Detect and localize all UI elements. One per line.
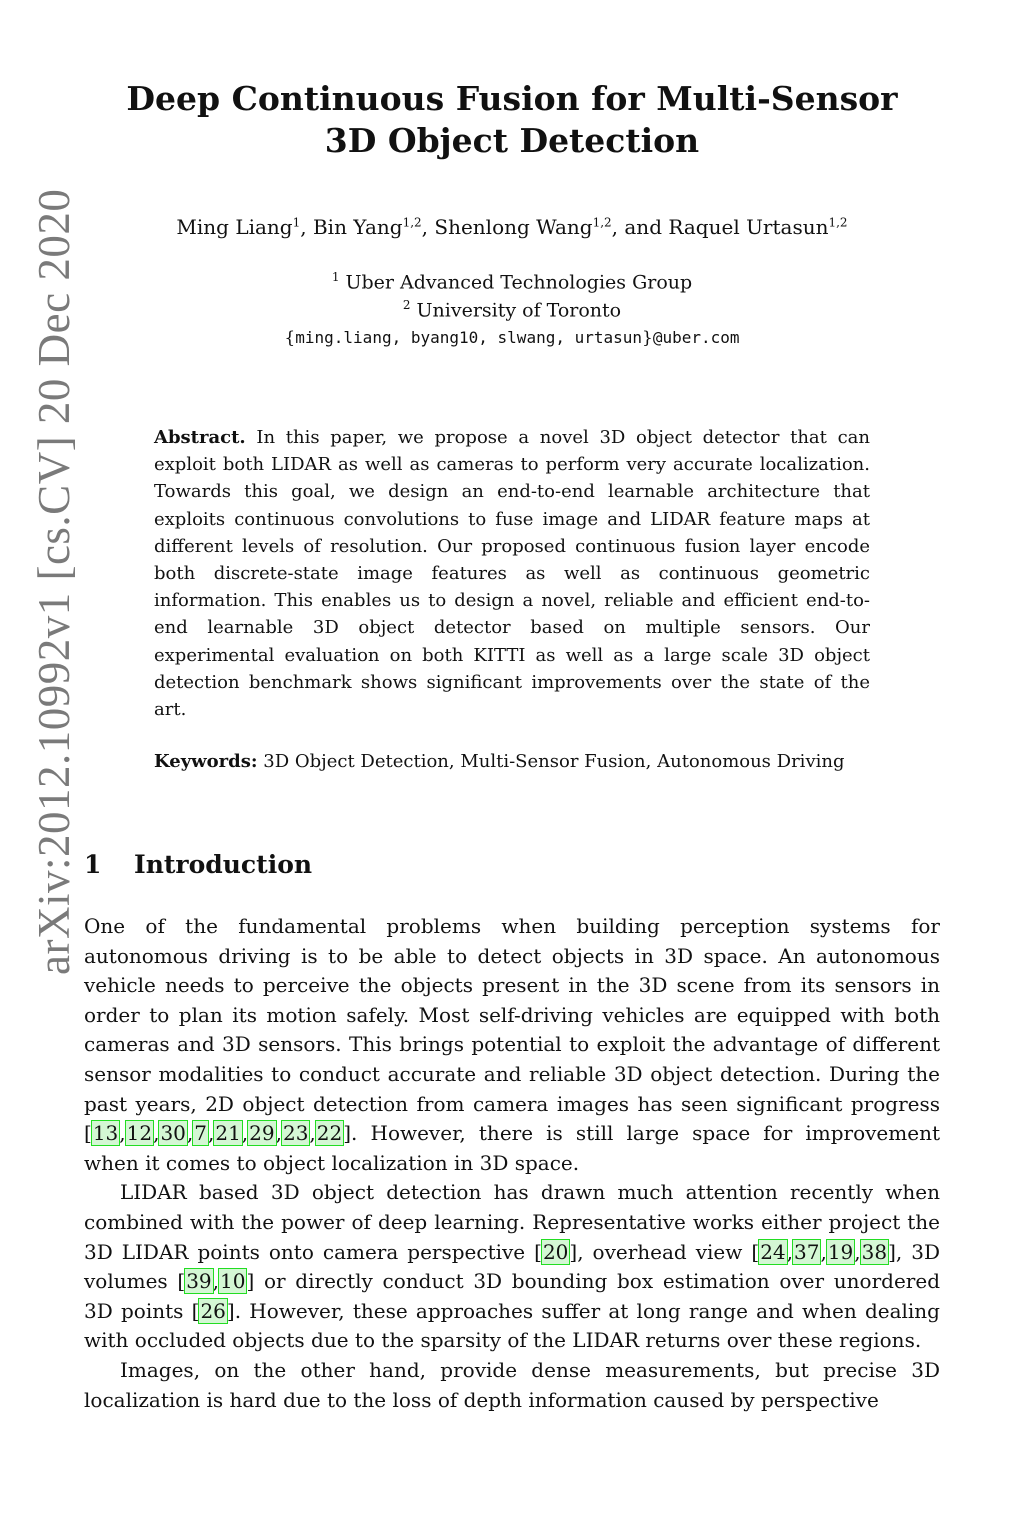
author-affiliation: 1,2: [828, 215, 848, 230]
author-affiliation: 1,2: [592, 215, 612, 230]
author-separator: , and: [611, 215, 669, 239]
citation-separator: ,: [212, 1269, 220, 1294]
citation-link[interactable]: 23: [282, 1121, 309, 1146]
citation-link[interactable]: 37: [794, 1239, 820, 1264]
author-emails: [100, 328, 924, 348]
citation-link[interactable]: 10: [220, 1269, 246, 1294]
affiliation-name: University of Toronto: [416, 299, 622, 322]
citation-separator: ,: [241, 1121, 249, 1146]
paper-title: Deep Continuous Fusion for Multi-Sensor 3D Object Detection: [126, 79, 898, 160]
author-separator: ,: [421, 215, 435, 239]
abstract-label: Abstract.: [154, 427, 246, 448]
paragraph: [84, 1356, 940, 1415]
citation-link[interactable]: 7: [194, 1121, 207, 1146]
citation-link[interactable]: 24: [760, 1239, 786, 1264]
abstract: [154, 424, 870, 723]
citation-group: [199, 1299, 226, 1323]
citation-group: [92, 1121, 343, 1145]
citation-link[interactable]: 39: [186, 1269, 212, 1294]
citation-link[interactable]: 26: [200, 1298, 226, 1323]
email-names: ming.liang, byang10, slwang, urtasun: [295, 328, 643, 347]
abstract-text: In this paper, we propose a novel 3D object detector that can exploit both LIDAR as well as cameras to perform very accurate localization. Towards this goal, we design an end-to-end learnable architecture that exploits continuous convolutions to fuse image and LIDAR feature maps at different levels of resolution. Our proposed continuous fusion layer encode both discrete-state image features as well as continuous geometric information. This enables us to design a novel, reliable and efficient end-to-end learnable 3D object detector based on multiple sensors. Our experimental evaluation on both KITTI as well as a large scale 3D object detection benchmark shows significant improvements over the state of the art.: [154, 427, 870, 721]
section-number: 1: [84, 850, 102, 879]
author-name: Shenlong Wang: [434, 215, 593, 239]
author-affiliation: 1,2: [402, 215, 422, 230]
paragraph-text: One of the fundamental problems when building perception systems for autonomous driving is to be able to detect objects in 3D space. An autonomous vehicle needs to perceive the objects present in the 3D scene from its sensors in order to plan its motion safely. Most self-driving vehicles are equipped with both cameras and 3D sensors. This brings potential to exploit the advantage of different sensor modalities to conduct accurate and reliable 3D object detection. During the past years, 2D object detection from camera images has seen significant progress [: [84, 914, 940, 1146]
affiliation-name: Uber Advanced Technologies Group: [345, 271, 693, 294]
paragraph-text: ], 3D volumes [: [84, 1239, 940, 1294]
paragraph: [84, 1178, 940, 1356]
citation-link[interactable]: 38: [861, 1239, 888, 1264]
affiliation-number: 2: [402, 298, 411, 312]
citation-separator: ,: [820, 1239, 827, 1264]
email-brace-close: }: [642, 328, 653, 348]
paragraph-text: ]. However, there is still large space for improvement when it comes to object localization in 3D space.: [84, 1121, 940, 1175]
author-list: [100, 215, 924, 239]
citation-link[interactable]: 22: [316, 1121, 343, 1146]
citation-separator: ,: [275, 1121, 282, 1146]
paragraph: [84, 912, 940, 1178]
citation-separator: ,: [153, 1121, 160, 1146]
citation-group: [542, 1240, 569, 1264]
citation-link[interactable]: 21: [215, 1121, 241, 1146]
keywords-label: Keywords:: [154, 751, 258, 772]
citation-separator: ,: [186, 1121, 194, 1146]
section-heading: [84, 850, 312, 879]
citation-separator: ,: [119, 1121, 126, 1146]
citation-separator: ,: [309, 1121, 316, 1146]
affiliation-line: [100, 270, 924, 293]
paragraph-text: Images, on the other hand, provide dense measurements, but precise 3D localization is hard due to the loss of depth information caused by perspective: [84, 1357, 940, 1412]
citation-link[interactable]: 13: [92, 1121, 119, 1146]
paragraph-text: ]. However, these approaches suffer at long range and when dealing with occluded objects due to the sparsity of the LIDAR returns over these regions.: [84, 1298, 940, 1353]
author-name: Ming Liang: [176, 215, 293, 239]
citation-link[interactable]: 12: [126, 1121, 153, 1146]
keywords-text: 3D Object Detection, Multi-Sensor Fusion, Autonomous Driving: [263, 751, 845, 772]
email-brace-open: {: [284, 328, 296, 348]
affiliation-line: [100, 298, 924, 321]
arxiv-identifier-stamp[interactable]: arXiv:2012.10992v1 [cs.CV] 20 Dec 2020: [29, 188, 79, 975]
keywords: [154, 748, 870, 775]
email-domain: @uber.com: [652, 328, 740, 347]
citation-group: [759, 1240, 888, 1264]
citation-group: [185, 1269, 246, 1293]
citation-link[interactable]: 19: [827, 1239, 854, 1264]
author-name: Raquel Urtasun: [668, 215, 829, 239]
citation-link[interactable]: 20: [542, 1239, 569, 1264]
author-name: Bin Yang: [312, 215, 403, 239]
introduction-body: [84, 912, 940, 1415]
paragraph-text: ], overhead view [: [569, 1239, 760, 1264]
citation-separator: ,: [854, 1239, 861, 1264]
section-title: Introduction: [134, 850, 313, 879]
author-separator: ,: [300, 215, 313, 239]
affiliation-number: 1: [331, 270, 340, 284]
paragraph-text: ] or directly conduct 3D bounding box estimation over unordered 3D points [: [84, 1269, 940, 1323]
citation-link[interactable]: 30: [160, 1121, 186, 1146]
citation-link[interactable]: 29: [249, 1121, 275, 1146]
paragraph-text: LIDAR based 3D object detection has drawn much attention recently when combined with the power of deep learning. Representative works either project the 3D LIDAR points onto camera perspective [: [84, 1180, 940, 1264]
author-affiliation: 1: [292, 215, 301, 230]
citation-separator: ,: [786, 1239, 793, 1264]
citation-separator: ,: [207, 1121, 215, 1146]
